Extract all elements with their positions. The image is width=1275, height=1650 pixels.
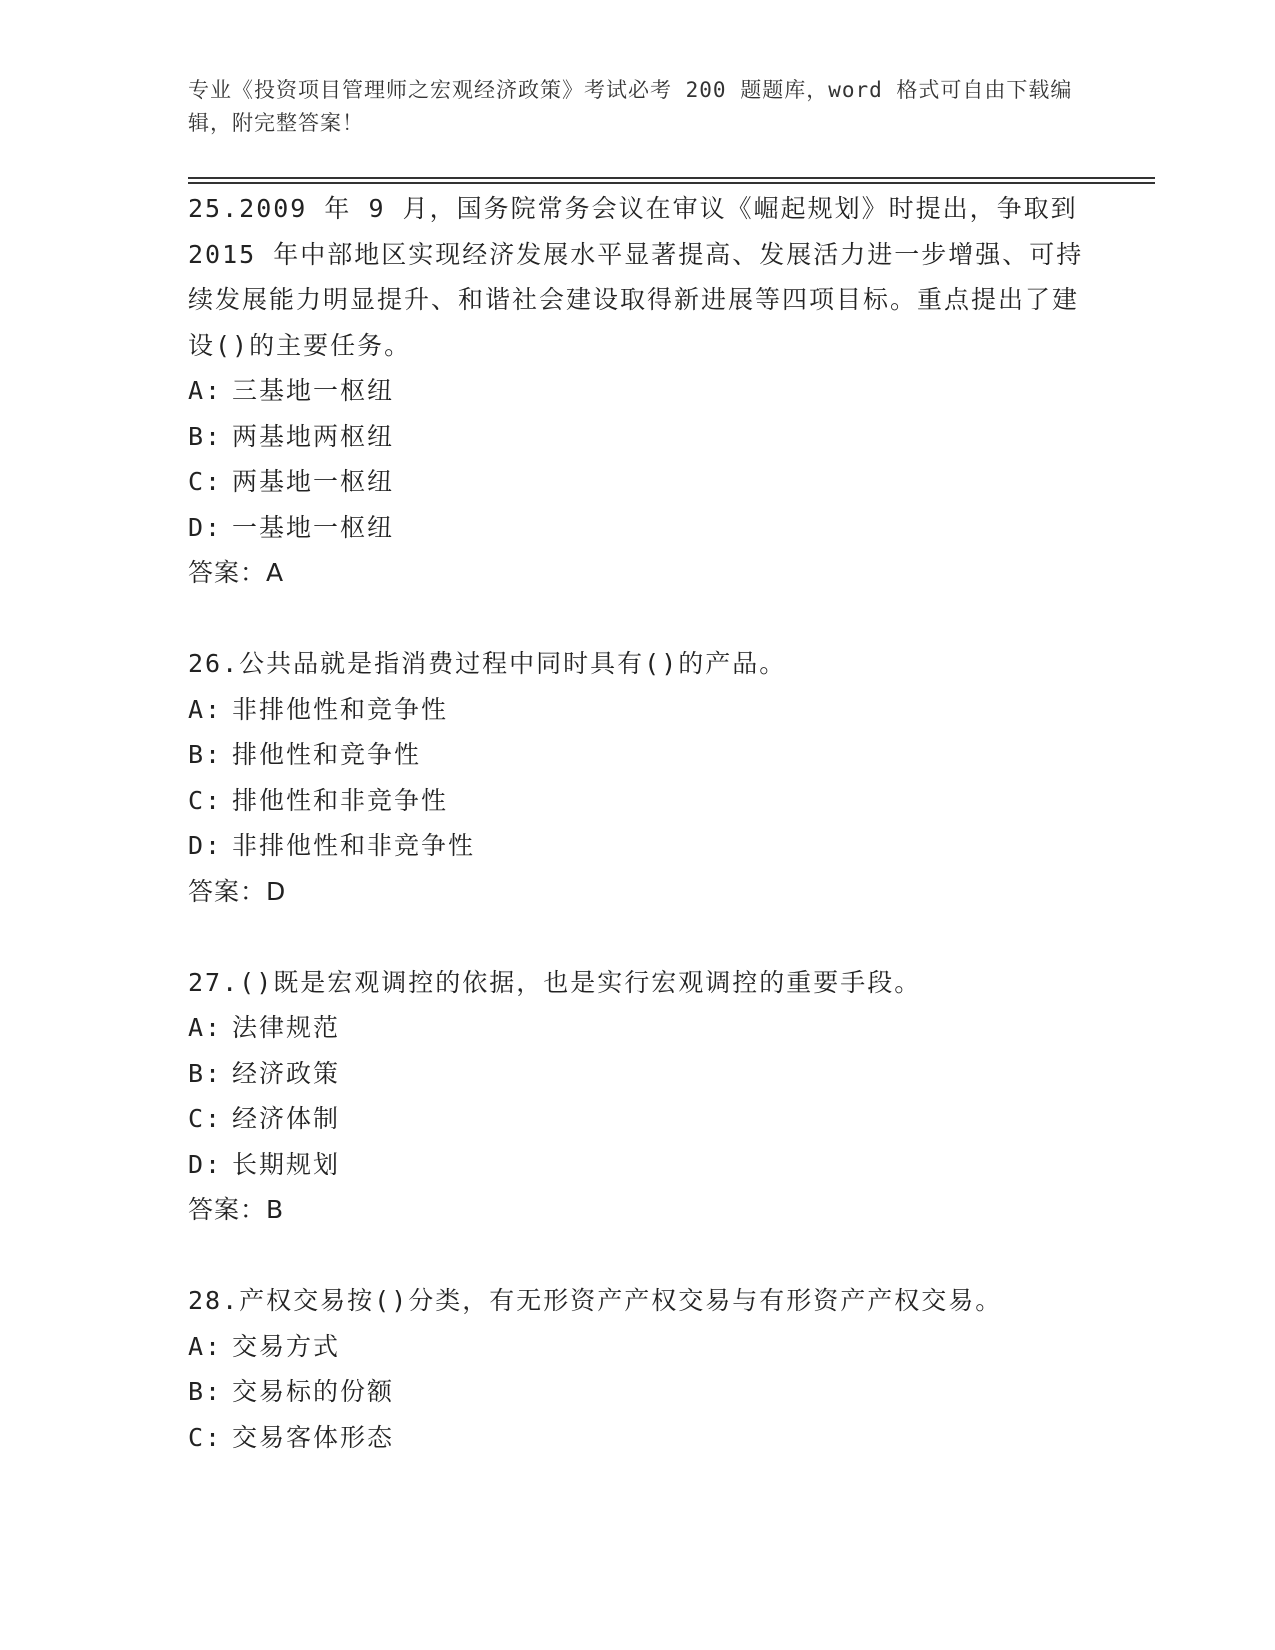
option-text: 排他性和非竞争性 xyxy=(232,785,449,815)
option-label: B: xyxy=(188,421,223,451)
option-c xyxy=(188,1415,1088,1461)
question-list xyxy=(188,186,1088,1506)
question-stem: 26.公共品就是指消费过程中同时具有()的产品。 xyxy=(188,649,787,678)
option-text: 非排他性和非竞争性 xyxy=(232,831,476,860)
question-stem: 27.()既是宏观调控的依据，也是实行宏观调控的重要手段。 xyxy=(188,967,922,997)
option-text: 三基地一枢纽 xyxy=(232,376,395,405)
option-label: A: xyxy=(188,376,223,405)
option-d xyxy=(188,823,1088,869)
answer-line: 答案：D xyxy=(188,876,287,906)
option-label: C: xyxy=(188,785,223,815)
option-label: A: xyxy=(188,1013,223,1042)
option-label: C: xyxy=(188,1104,223,1133)
option-label: D: xyxy=(188,831,223,860)
option-text: 经济政策 xyxy=(232,1058,341,1088)
option-label: A: xyxy=(188,694,223,724)
option-label: A: xyxy=(188,1331,223,1361)
option-label: C: xyxy=(188,1422,223,1452)
option-b xyxy=(188,414,1088,460)
option-text: 两基地一枢纽 xyxy=(232,467,395,496)
option-label: D: xyxy=(188,512,223,542)
option-a xyxy=(188,368,1088,414)
option-c xyxy=(188,1096,1088,1142)
option-text: 长期规划 xyxy=(232,1149,341,1179)
option-b xyxy=(188,732,1088,778)
question-stem: 25.2009 年 9 月，国务院常务会议在审议《崛起规划》时提出，争取到 2015 年中部地区实现经济发展水平显著提高、发展活力进一步增强、可持续发展能力明显提升、和谐社会建设取得新进展等四项目标。重点提出了建设()的主要任务。 xyxy=(188,194,1084,360)
option-b xyxy=(188,1051,1088,1097)
header-divider-top xyxy=(188,177,1155,179)
question-item xyxy=(188,960,1088,1233)
option-label: D: xyxy=(188,1149,223,1179)
option-d xyxy=(188,1142,1088,1188)
option-text: 交易标的份额 xyxy=(232,1377,395,1406)
option-label: B: xyxy=(188,740,223,769)
option-d xyxy=(188,505,1088,551)
question-item xyxy=(188,186,1088,596)
option-text: 排他性和竞争性 xyxy=(232,740,422,769)
option-a xyxy=(188,1005,1088,1051)
option-a xyxy=(188,1324,1088,1370)
option-label: B: xyxy=(188,1377,223,1406)
option-text: 交易客体形态 xyxy=(232,1422,395,1452)
option-text: 经济体制 xyxy=(232,1104,341,1133)
question-item xyxy=(188,641,1088,914)
option-b xyxy=(188,1369,1088,1415)
question-item xyxy=(188,1278,1088,1460)
option-c xyxy=(188,778,1088,824)
option-label: B: xyxy=(188,1058,223,1088)
option-text: 法律规范 xyxy=(232,1013,341,1042)
document-header: 专业《投资项目管理师之宏观经济政策》考试必考 200 题题库，word 格式可自由下载编辑，附完整答案！ xyxy=(188,78,1073,135)
option-c xyxy=(188,459,1088,505)
option-text: 一基地一枢纽 xyxy=(232,512,395,542)
header-divider-bottom xyxy=(188,182,1155,184)
option-text: 非排他性和竞争性 xyxy=(232,694,449,724)
option-label: C: xyxy=(188,467,223,496)
option-text: 两基地两枢纽 xyxy=(232,421,395,451)
answer-line: 答案：B xyxy=(188,1195,285,1224)
option-text: 交易方式 xyxy=(232,1331,341,1361)
question-stem: 28.产权交易按()分类，有无形资产产权交易与有形资产产权交易。 xyxy=(188,1286,1003,1315)
answer-line: 答案：A xyxy=(188,558,285,587)
option-a xyxy=(188,687,1088,733)
